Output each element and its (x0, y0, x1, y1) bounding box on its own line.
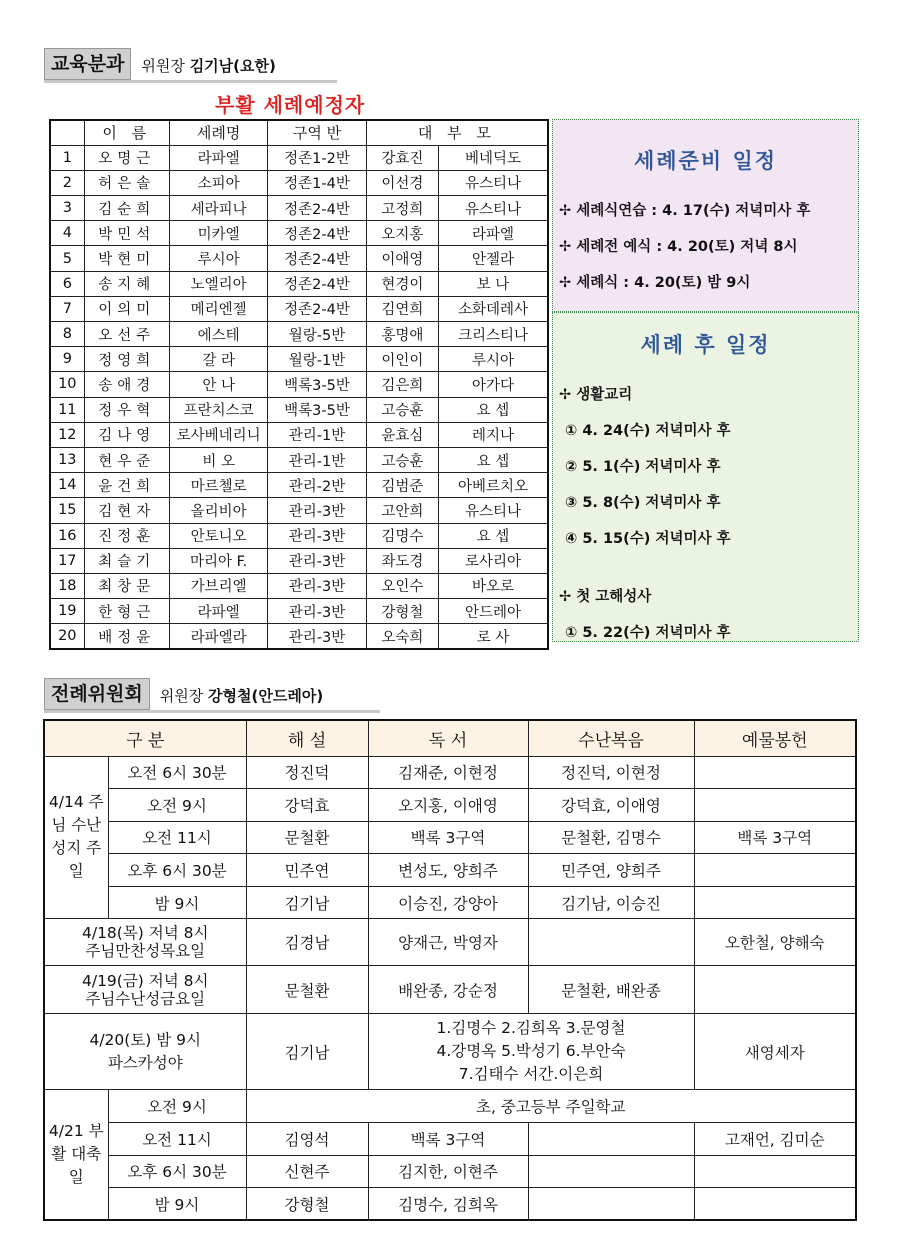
row-number: 3 (50, 196, 84, 221)
baptism-row (50, 347, 548, 372)
row-number: 2 (50, 170, 84, 195)
baptismal-name: 갈 라 (169, 347, 267, 372)
liturgy-header-row (44, 720, 856, 756)
baptism-row (50, 447, 548, 472)
education-role: 위원장 (141, 57, 185, 75)
offering-cell: 새영세자 (694, 1014, 856, 1090)
godparent-baptismal-name: 요 셉 (439, 397, 548, 422)
passion-cell: 김기남, 이승진 (528, 886, 694, 919)
row-number: 1 (50, 145, 84, 170)
life-item: ② 5. 1(수) 저녁미사 후 (565, 459, 721, 475)
godparent-name: 홍명애 (366, 322, 438, 347)
easter-sunday-label: 4/21 부활 대축일 (44, 1090, 108, 1220)
easter-vigil-row (44, 1014, 856, 1090)
godparent-name: 강형철 (366, 599, 438, 624)
col-category: 구 분 (44, 720, 246, 756)
palm-row (44, 821, 856, 854)
godparent-name: 오지홍 (366, 221, 438, 246)
passion-cell (528, 1155, 694, 1188)
offering-cell (694, 1188, 856, 1221)
col-passion: 수난복음 (528, 720, 694, 756)
row-number: 10 (50, 372, 84, 397)
godparent-baptismal-name: 아가다 (439, 372, 548, 397)
district-cell: 관리-3반 (268, 548, 366, 573)
candidate-name: 이의미 (84, 296, 169, 321)
education-chair-line (131, 56, 275, 80)
palm-row (44, 756, 856, 789)
baptismal-name: 프란치스코 (169, 397, 267, 422)
readings-cell: 이승진, 강양아 (368, 886, 528, 919)
offering-cell (694, 789, 856, 822)
row-number: 16 (50, 523, 84, 548)
candidate-name: 배정윤 (84, 624, 169, 649)
easter-row (44, 1123, 856, 1156)
godparent-baptismal-name: 아베르치오 (439, 473, 548, 498)
prep-item: ✢ 세례식연습 : 4. 17(수) 저녁미사 후 (559, 203, 811, 219)
godparent-baptismal-name: 루시아 (439, 347, 548, 372)
baptism-row (50, 422, 548, 447)
liturgy-tag: 전례위원회 (44, 678, 150, 710)
row-number: 17 (50, 548, 84, 573)
col-num (50, 120, 84, 145)
col-baptismal-name: 세례명 (169, 120, 267, 145)
vigil-reading-line: 1.김명수 2.김희옥 3.문영철 (436, 1019, 626, 1038)
commentary-cell: 김기남 (246, 1014, 368, 1090)
vigil-reading-line: 4.강명옥 5.박성기 6.부안숙 (436, 1042, 626, 1061)
candidate-name: 오명근 (84, 145, 169, 170)
passion-cell: 강덕효, 이애영 (528, 789, 694, 822)
good-friday-label (44, 966, 246, 1014)
godparent-name: 강효진 (366, 145, 438, 170)
godparent-baptismal-name: 로사리아 (439, 548, 548, 573)
candidate-name: 한형근 (84, 599, 169, 624)
godparent-baptismal-name: 라파엘 (439, 221, 548, 246)
candidate-name: 최창문 (84, 573, 169, 598)
offering-cell: 오한철, 양해숙 (694, 919, 856, 966)
readings-cell: 백록 3구역 (368, 821, 528, 854)
after-title: 세례 후 일정 (640, 333, 771, 357)
candidate-name: 김현자 (84, 498, 169, 523)
godparent-name: 이선경 (366, 170, 438, 195)
baptismal-name: 메리엔젤 (169, 296, 267, 321)
candidate-name: 김나영 (84, 422, 169, 447)
baptism-prep-panel (552, 119, 859, 312)
col-godparent: 대 부 모 (366, 120, 548, 145)
candidate-name: 박민석 (84, 221, 169, 246)
sunday-school-cell: 초, 중고등부 주일학교 (246, 1090, 856, 1123)
easter-row (44, 1188, 856, 1221)
godparent-baptismal-name: 소화데레사 (439, 296, 548, 321)
district-cell: 정존2-4반 (268, 221, 366, 246)
easter-vigil-readings (368, 1014, 694, 1090)
holy-thursday-title: 주님만찬성목요일 (85, 942, 206, 961)
district-cell: 백록3-5반 (268, 372, 366, 397)
baptism-row (50, 145, 548, 170)
godparent-name: 고승훈 (366, 447, 438, 472)
candidate-name: 윤건희 (84, 473, 169, 498)
baptismal-name: 비 오 (169, 447, 267, 472)
passion-cell (528, 1123, 694, 1156)
baptism-row (50, 473, 548, 498)
row-number: 11 (50, 397, 84, 422)
mass-time: 오후 6시 30분 (108, 854, 246, 887)
baptismal-name: 가브리엘 (169, 573, 267, 598)
confession-label: ✢ 첫 고해성사 (559, 589, 652, 605)
mass-time: 오전 9시 (108, 1090, 246, 1123)
district-cell: 관리-3반 (268, 624, 366, 649)
baptismal-name: 안토니오 (169, 523, 267, 548)
district-cell: 월랑-1반 (268, 347, 366, 372)
baptismal-name: 올리비아 (169, 498, 267, 523)
passion-cell: 문철환, 배완종 (528, 966, 694, 1014)
candidate-name: 오선주 (84, 322, 169, 347)
godparent-name: 좌도경 (366, 548, 438, 573)
passion-cell: 정진덕, 이현정 (528, 756, 694, 789)
mass-time: 오전 9시 (108, 789, 246, 822)
baptismal-name: 루시아 (169, 246, 267, 271)
education-tag: 교육분과 (44, 48, 131, 80)
vigil-reading-line: 7.김태수 서간.이은희 (458, 1065, 604, 1084)
readings-cell: 김지한, 이현주 (368, 1155, 528, 1188)
godparent-name: 김범준 (366, 473, 438, 498)
prep-item: ✢ 세례식 : 4. 20(토) 밤 9시 (559, 275, 751, 291)
godparent-name: 고안희 (366, 498, 438, 523)
godparent-name: 김연희 (366, 296, 438, 321)
offering-cell (694, 854, 856, 887)
row-number: 15 (50, 498, 84, 523)
col-district: 구역 반 (268, 120, 366, 145)
baptism-row (50, 599, 548, 624)
godparent-baptismal-name: 안젤라 (439, 246, 548, 271)
district-cell: 정존2-4반 (268, 196, 366, 221)
godparent-baptismal-name: 보 나 (439, 271, 548, 296)
commentary-cell: 강덕효 (246, 789, 368, 822)
godparent-name: 김은희 (366, 372, 438, 397)
baptism-row (50, 246, 548, 271)
candidate-name: 송지혜 (84, 271, 169, 296)
palm-row (44, 789, 856, 822)
readings-cell: 김명수, 김희옥 (368, 1188, 528, 1221)
godparent-baptismal-name: 안드레아 (439, 599, 548, 624)
mass-time: 오전 11시 (108, 1123, 246, 1156)
col-readings: 독 서 (368, 720, 528, 756)
godparent-baptismal-name: 유스티나 (439, 196, 548, 221)
education-chair: 김기남(요한) (189, 57, 276, 75)
easter-row (44, 1090, 856, 1123)
baptismal-name: 노엘리아 (169, 271, 267, 296)
baptismal-name: 로사베네리니 (169, 422, 267, 447)
district-cell: 정존1-4반 (268, 170, 366, 195)
candidate-name: 현우준 (84, 447, 169, 472)
district-cell: 정존2-4반 (268, 296, 366, 321)
commentary-cell: 김기남 (246, 886, 368, 919)
readings-cell: 배완종, 강순정 (368, 966, 528, 1014)
godparent-baptismal-name: 유스티나 (439, 170, 548, 195)
baptism-row (50, 573, 548, 598)
baptism-title: 부활 세례예정자 (215, 93, 366, 117)
row-number: 13 (50, 447, 84, 472)
baptism-header-row (50, 120, 548, 145)
passion-cell: 문철환, 김명수 (528, 821, 694, 854)
godparent-name: 윤효심 (366, 422, 438, 447)
baptism-row (50, 548, 548, 573)
life-catechism-label: ✢ 생활교리 (559, 387, 633, 403)
godparent-baptismal-name: 로 사 (439, 624, 548, 649)
palm-sunday-label: 4/14 주님 수난 성지 주일 (44, 756, 108, 919)
district-cell: 관리-3반 (268, 599, 366, 624)
liturgy-section-header (44, 678, 323, 710)
row-number: 6 (50, 271, 84, 296)
confession-item: ① 5. 22(수) 저녁미사 후 (565, 625, 731, 641)
prep-item: ✢ 세례전 예식 : 4. 20(토) 저녁 8시 (559, 239, 798, 255)
education-section-header (44, 48, 276, 80)
mass-time: 오후 6시 30분 (108, 1155, 246, 1188)
district-cell: 관리-1반 (268, 447, 366, 472)
holy-thursday-row (44, 919, 856, 966)
holy-thursday-label (44, 919, 246, 966)
godparent-baptismal-name: 레지나 (439, 422, 548, 447)
baptismal-name: 라파엘라 (169, 624, 267, 649)
offering-cell: 고재언, 김미순 (694, 1123, 856, 1156)
offering-cell (694, 886, 856, 919)
row-number: 18 (50, 573, 84, 598)
commentary-cell: 김영석 (246, 1123, 368, 1156)
baptism-row (50, 296, 548, 321)
easter-row (44, 1155, 856, 1188)
passion-cell: 민주연, 양희주 (528, 854, 694, 887)
commentary-cell: 문철환 (246, 821, 368, 854)
baptismal-name: 라파엘 (169, 145, 267, 170)
baptismal-name: 에스테 (169, 322, 267, 347)
commentary-cell: 강형철 (246, 1188, 368, 1221)
baptismal-name: 미카엘 (169, 221, 267, 246)
baptism-row (50, 523, 548, 548)
liturgy-chair-line (150, 686, 323, 710)
liturgy-table (43, 719, 857, 1221)
row-number: 8 (50, 322, 84, 347)
row-number: 14 (50, 473, 84, 498)
godparent-name: 김명수 (366, 523, 438, 548)
district-cell: 관리-2반 (268, 473, 366, 498)
row-number: 7 (50, 296, 84, 321)
offering-cell (694, 966, 856, 1014)
godparent-name: 고승훈 (366, 397, 438, 422)
baptism-row (50, 322, 548, 347)
col-name: 이 름 (84, 120, 169, 145)
offering-cell (694, 756, 856, 789)
baptism-row (50, 221, 548, 246)
offering-cell: 백록 3구역 (694, 821, 856, 854)
row-number: 5 (50, 246, 84, 271)
candidate-name: 허은솔 (84, 170, 169, 195)
life-item: ① 4. 24(수) 저녁미사 후 (565, 423, 731, 439)
godparent-name: 고정희 (366, 196, 438, 221)
education-underline (44, 80, 337, 83)
candidate-name: 정영희 (84, 347, 169, 372)
godparent-baptismal-name: 바오로 (439, 573, 548, 598)
godparent-name: 오인수 (366, 573, 438, 598)
candidate-name: 송애경 (84, 372, 169, 397)
passion-cell (528, 919, 694, 966)
good-friday-row (44, 966, 856, 1014)
district-cell: 관리-1반 (268, 422, 366, 447)
baptism-row (50, 372, 548, 397)
prep-title: 세례준비 일정 (633, 149, 778, 173)
easter-vigil-label (44, 1014, 246, 1090)
liturgy-underline (44, 710, 380, 713)
baptism-row (50, 498, 548, 523)
readings-cell: 백록 3구역 (368, 1123, 528, 1156)
liturgy-role: 위원장 (159, 687, 204, 705)
district-cell: 월랑-5반 (268, 322, 366, 347)
row-number: 12 (50, 422, 84, 447)
district-cell: 관리-3반 (268, 498, 366, 523)
mass-time: 오전 11시 (108, 821, 246, 854)
col-offering: 예물봉헌 (694, 720, 856, 756)
commentary-cell: 김경남 (246, 919, 368, 966)
row-number: 9 (50, 347, 84, 372)
baptismal-name: 안 나 (169, 372, 267, 397)
godparent-name: 이애영 (366, 246, 438, 271)
district-cell: 정존1-2반 (268, 145, 366, 170)
mass-time: 오전 6시 30분 (108, 756, 246, 789)
easter-vigil-time: 4/20(토) 밤 9시 (89, 1030, 202, 1049)
liturgy-chair: 강형철(안드레아) (208, 687, 324, 705)
row-number: 20 (50, 624, 84, 649)
row-number: 19 (50, 599, 84, 624)
godparent-name: 현경이 (366, 271, 438, 296)
candidate-name: 정우혁 (84, 397, 169, 422)
palm-row (44, 886, 856, 919)
district-cell: 백록3-5반 (268, 397, 366, 422)
godparent-baptismal-name: 요 셉 (439, 523, 548, 548)
palm-row (44, 854, 856, 887)
readings-cell: 오지홍, 이애영 (368, 789, 528, 822)
baptismal-name: 세라피나 (169, 196, 267, 221)
good-friday-time: 4/19(금) 저녁 8시 (81, 971, 209, 990)
baptism-row (50, 271, 548, 296)
godparent-baptismal-name: 크리스티나 (439, 322, 548, 347)
commentary-cell: 정진덕 (246, 756, 368, 789)
offering-cell (694, 1155, 856, 1188)
baptism-row (50, 397, 548, 422)
baptismal-name: 소피아 (169, 170, 267, 195)
good-friday-title: 주님수난성금요일 (85, 989, 206, 1008)
baptism-row (50, 624, 548, 649)
candidate-name: 최슬기 (84, 548, 169, 573)
commentary-cell: 신현주 (246, 1155, 368, 1188)
godparent-baptismal-name: 베네딕도 (439, 145, 548, 170)
baptismal-name: 마르첼로 (169, 473, 267, 498)
row-number: 4 (50, 221, 84, 246)
baptismal-name: 마리아 F. (169, 548, 267, 573)
life-item: ④ 5. 15(수) 저녁미사 후 (565, 531, 731, 547)
readings-cell: 양재근, 박영자 (368, 919, 528, 966)
mass-time: 밤 9시 (108, 1188, 246, 1221)
candidate-name: 진정훈 (84, 523, 169, 548)
baptism-row (50, 170, 548, 195)
readings-cell: 김재준, 이현정 (368, 756, 528, 789)
district-cell: 정존2-4반 (268, 271, 366, 296)
mass-time: 밤 9시 (108, 886, 246, 919)
baptism-table (49, 119, 549, 650)
baptism-row (50, 196, 548, 221)
commentary-cell: 민주연 (246, 854, 368, 887)
baptismal-name: 라파엘 (169, 599, 267, 624)
candidate-name: 김순희 (84, 196, 169, 221)
godparent-name: 이인이 (366, 347, 438, 372)
district-cell: 관리-3반 (268, 523, 366, 548)
commentary-cell: 문철환 (246, 966, 368, 1014)
godparent-name: 오숙희 (366, 624, 438, 649)
passion-cell (528, 1188, 694, 1221)
life-item: ③ 5. 8(수) 저녁미사 후 (565, 495, 721, 511)
district-cell: 정존2-4반 (268, 246, 366, 271)
after-baptism-panel (552, 312, 859, 642)
easter-vigil-title: 파스카성야 (107, 1053, 183, 1072)
godparent-baptismal-name: 유스티나 (439, 498, 548, 523)
readings-cell: 변성도, 양희주 (368, 854, 528, 887)
col-commentary: 해 설 (246, 720, 368, 756)
district-cell: 관리-3반 (268, 573, 366, 598)
candidate-name: 박현미 (84, 246, 169, 271)
holy-thursday-time: 4/18(목) 저녁 8시 (81, 924, 209, 943)
godparent-baptismal-name: 요 셉 (439, 447, 548, 472)
